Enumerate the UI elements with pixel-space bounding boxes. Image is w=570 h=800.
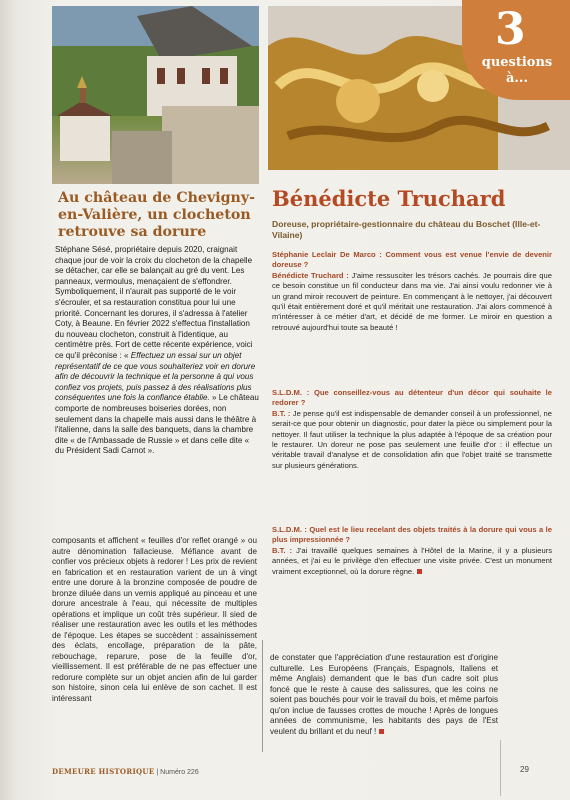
badge-text: questions à... <box>481 55 553 86</box>
end-mark-icon <box>417 569 422 574</box>
answer-3-label: B.T. : <box>272 545 293 555</box>
body-column-right <box>270 653 498 737</box>
footer <box>52 767 199 776</box>
answer-2: Je pense qu'il est indispensable de demander conseil à un professionnel, ne serait-ce que pour obtenir un diagnostic, pour dater la pièce ou simplement pour la nettoyer. Il faut utiliser la technique la plus adaptée à l'époque de sa création pour le restaurer. Un doreur ne pose pas seulement une feuille d'or : il effectue un véritable travail d'analyse et de consolidation afin que l'objet traité se transmette sur plusieurs générations. <box>272 408 553 470</box>
badge-number: 3 <box>495 4 526 55</box>
question-1: Comment vous est venue l'envie de devenir doreuse ? <box>272 250 552 270</box>
column-divider <box>262 640 263 752</box>
question-3-label: S.L.D.M. : <box>272 525 307 534</box>
end-mark-icon <box>379 729 384 734</box>
magazine-name: DEMEURE HISTORIQUE <box>52 767 155 776</box>
interviewee-name: Bénédicte Truchard <box>272 186 506 211</box>
left-article-paragraph-end: » Le château comporte de nombreuses boiseries dorées, non seulement dans la chapelle mais aussi dans le théâtre à l'italienne, dans la salle des banquets, dans la chambre dite « de l'Ambassade de Russie » et dans celle dite « du Président Sadi Carnot ». <box>55 393 259 456</box>
body-column-right-text: de constater que l'appréciation d'une restauration est d'origine culturelle. Les Européens (Français, Espagnols, Italiens et même Anglais) demandent que le bas d'un cadre soit plus foncé que le reste à cause des salissures, que les coins ne soient pas bouchés pour voir le travail du bois, et même parfois qu'on inclue de fausses crottes de mouche ! Après de longues années de communisme, les habitants des pays de l'Est veulent du brillant et du neuf ! <box>270 653 498 736</box>
question-3: Quel est le lieu recelant des objets traités à la dorure qui vous a le plus impressionnée ? <box>272 525 552 545</box>
left-article-title: Au château de Chevigny-en-Valière, un clocheton retrouve sa dorure <box>58 190 255 240</box>
page-number: 29 <box>520 765 529 774</box>
body-column-left <box>52 536 257 704</box>
question-1-label: Stéphanie Leclair De Marco : <box>272 250 382 259</box>
issue-number: | Numéro 226 <box>156 769 199 776</box>
question-2-label: S.L.D.M. : <box>272 388 310 397</box>
interviewee-subtitle: Doreuse, propriétaire-gestionnaire du château du Boschet (Ille-et-Vilaine) <box>272 219 541 240</box>
left-article-quote: Effectuez un essai sur un objet représentatif de ce que vous souhaiteriez voir en dorure afin de découvrir la technique et la personne à qui vous confiez vos projets, puis passez à des réalisations plus conséquentes une fois la confiance établie. <box>55 350 256 403</box>
body-column-left-text: composants et affichent « feuilles d'or reflet orangé » ou autre dénomination fallacieuse. Méfiance avant de confier vos précieux objets à redorer ! Les prix de revient en fabrication et en restauration varient de un à vingt entre une dorure à la bronzine composée de poudre de bronze diluée dans un vernis appliqué au pinceau et une dorure ancestrale à l'eau, qui nécessite de multiples opérations et implique un coût très supérieur. Il sied de réaliser une restauration avec les outils et les méthodes de l'époque. Les étapes se succèdent : assainissement des éclats, encollage, préparation de la pâte, rebouchage, reparure, pose de la feuille d'or, vieillissement. Il est préférable de ne pas effectuer une redorure complète sur un objet ancien afin de lui garder son histoire, sinon cela lui enlève de son cachet. Il est intéressant <box>52 536 257 703</box>
qa-block-1 <box>272 250 552 333</box>
left-article-body <box>55 245 260 457</box>
question-2: Que conseillez-vous au détenteur d'un décor qui souhaite le redorer ? <box>272 388 552 408</box>
answer-3: J'ai travaillé quelques semaines à l'Hôtel de la Marine, il y a plusieurs années, et j'ai eu le privilège d'en effectuer une visite privée. C'est un monument vraiment exceptionnel, où la dorure règne. <box>272 545 553 576</box>
qa-block-3 <box>272 525 552 577</box>
answer-1: J'aime ressusciter les trésors cachés. Je pourrais dire que ce besoin constitue un fil conducteur dans ma vie. J'ai ainsi voulu redonner vie à un grand miroir recouvert de peinture. En commençant à le nettoyer, j'ai découvert qu'il était entièrement doré et qu'il méritait une restauration. J'ai alors commencé à m'intéresser à ce métier d'art, et décidé de me former. Le miroir en question a retrouvé aujourd'hui toute sa beauté ! <box>272 270 552 332</box>
left-article-paragraph-start: Stéphane Sésé, propriétaire depuis 2020, craignait chaque jour de voir la croix du clocheton de la chapelle se détacher, car elle se balançait au gré du vent. Les panneaux, vermoulus, menaçaient de s'effondrer. Symboliquement, il n'aurait pas supporté de le voir s'écrouler, et sa restauration constitua pour lui une priorité. Concernant les dorures, il s'adressa à l'atelier Coty, à Beaune. En février 2022 s'effectua l'installation du nouveau clocheton, construit à l'identique, au centimètre près. Fort de cette récente expérience, voici ce qu'il préconise : « <box>55 245 253 360</box>
castle-photo <box>52 6 259 184</box>
footer-divider <box>500 740 501 796</box>
answer-2-label: B.T. : <box>272 408 291 418</box>
answer-1-label: Bénédicte Truchard : <box>272 270 349 280</box>
qa-block-2 <box>272 388 552 471</box>
